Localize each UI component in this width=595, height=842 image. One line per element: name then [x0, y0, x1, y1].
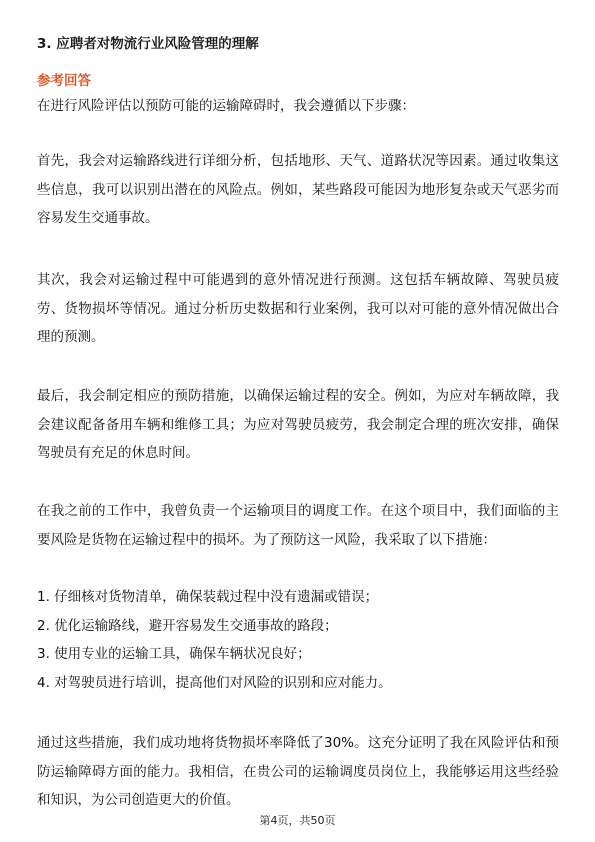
paragraph-experience: 在我之前的工作中，我曾负责一个运输项目的调度工作。在这个项目中，我们面临的主要风险是货物在运输过程中的损坏。为了预防这一风险，我采取了以下措施： — [37, 503, 559, 548]
list-item: 4. 对驾驶员进行培训，提高他们对风险的识别和应对能力。 — [37, 674, 392, 691]
paragraph-second: 其次，我会对运输过程中可能遇到的意外情况进行预测。这包括车辆故障、驾驶员疲劳、货物损坏等情况。通过分析历史数据和行业案例，我可以对可能的意外情况做出合理的预测。 — [37, 272, 559, 346]
question-heading: 3. 应聘者对物流行业风险管理的理解 — [37, 36, 259, 52]
paragraph-first: 首先，我会对运输路线进行详细分析，包括地形、天气、道路状况等因素。通过收集这些信息，我可以识别出潜在的风险点。例如，某些路段可能因为地形复杂或天气恶劣而容易发生交通事故。 — [37, 153, 559, 227]
paragraph-conclusion: 通过这些措施，我们成功地将货物损坏率降低了30%。这充分证明了我在风险评估和预防运输障碍方面的能力。我相信，在贵公司的运输调度员岗位上，我能够运用这些经验和知识，为公司创造更大的价值。 — [37, 735, 559, 809]
answer-label: 参考回答 — [37, 73, 91, 89]
page-footer: 第4页，共50页 — [259, 814, 336, 827]
paragraph-last: 最后，我会制定相应的预防措施，以确保运输过程的安全。例如，为应对车辆故障，我会建议配备备用车辆和维修工具；为应对驾驶员疲劳，我会制定合理的班次安排，确保驾驶员有充足的休息时间。 — [37, 388, 559, 462]
list-item: 1. 仔细核对货物清单，确保装载过程中没有遗漏或错误； — [37, 589, 379, 605]
list-item: 2. 优化运输路线，避开容易发生交通事故的路段； — [37, 617, 338, 634]
paragraph-intro: 在进行风险评估以预防可能的运输障碍时，我会遵循以下步骤： — [37, 98, 415, 114]
list-item: 3. 使用专业的运输工具，确保车辆状况良好； — [37, 646, 311, 663]
measures-list — [37, 583, 559, 697]
